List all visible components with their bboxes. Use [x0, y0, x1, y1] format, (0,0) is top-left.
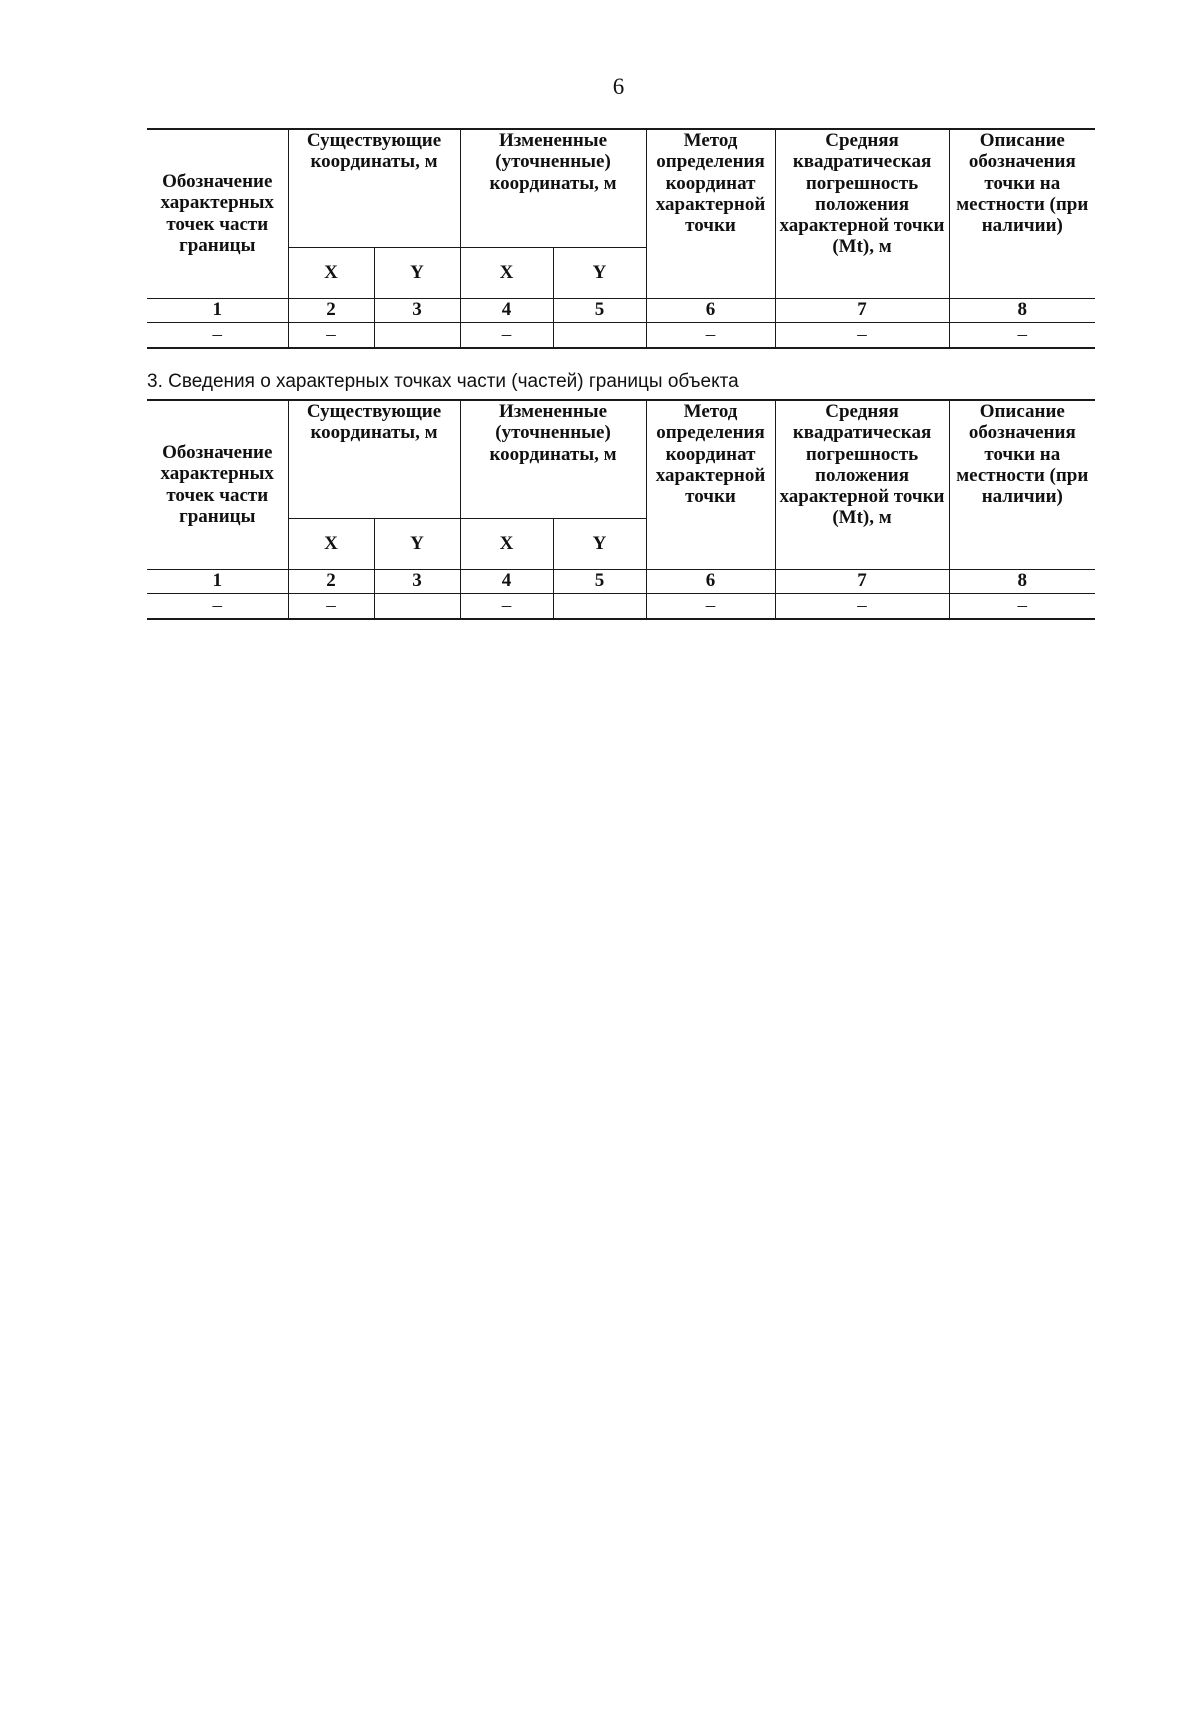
table-cell: [374, 593, 460, 619]
column-number: 1: [147, 569, 288, 593]
header-description: Описание обозначения точки на местности (при наличии): [949, 129, 1095, 298]
table-cell: –: [949, 593, 1095, 619]
header-changed-y: Y: [553, 518, 646, 569]
header-existing-x: X: [288, 518, 374, 569]
column-number: 2: [288, 298, 374, 322]
header-description: Описание обозначения точки на местности (при наличии): [949, 400, 1095, 569]
header-changed-x: X: [460, 247, 553, 298]
table-row: [147, 593, 1095, 619]
table-cell: [553, 593, 646, 619]
header-existing-y: Y: [374, 247, 460, 298]
table-cell: –: [460, 322, 553, 348]
column-number: 5: [553, 298, 646, 322]
table-cell: –: [646, 322, 775, 348]
table-cell: –: [775, 322, 949, 348]
coordinates-table-1: [147, 128, 1095, 349]
table-cell: [553, 322, 646, 348]
column-numbers-row: [147, 298, 1095, 322]
header-changed-y: Y: [553, 247, 646, 298]
table-cell: –: [949, 322, 1095, 348]
column-number: 4: [460, 298, 553, 322]
header-existing-coordinates: Существующие координаты, м: [288, 129, 460, 247]
header-changed-coordinates: Измененные (уточненные) координаты, м: [460, 400, 646, 518]
column-number: 6: [646, 569, 775, 593]
header-existing-coordinates: Существующие координаты, м: [288, 400, 460, 518]
column-number: 3: [374, 569, 460, 593]
column-number: 3: [374, 298, 460, 322]
column-number: 8: [949, 569, 1095, 593]
column-number: 1: [147, 298, 288, 322]
column-number: 8: [949, 298, 1095, 322]
table-cell: [374, 322, 460, 348]
header-changed-coordinates: Измененные (уточненные) координаты, м: [460, 129, 646, 247]
header-method: Метод определения координат характерной точки: [646, 400, 775, 569]
header-mean-error: Средняя квадратическая погрешность положения характерной точки (Mt), м: [775, 129, 949, 298]
header-existing-y: Y: [374, 518, 460, 569]
column-number: 5: [553, 569, 646, 593]
header-existing-x: X: [288, 247, 374, 298]
table-cell: –: [646, 593, 775, 619]
column-number: 4: [460, 569, 553, 593]
column-number: 7: [775, 298, 949, 322]
page-number: 6: [612, 74, 625, 99]
table-cell: –: [288, 593, 374, 619]
coordinates-table-2: [147, 399, 1095, 620]
table-cell: –: [775, 593, 949, 619]
table-row: [147, 322, 1095, 348]
table-cell: –: [460, 593, 553, 619]
table-cell: –: [288, 322, 374, 348]
header-mean-error: Средняя квадратическая погрешность положения характерной точки (Mt), м: [775, 400, 949, 569]
header-point-designation: Обозначение характерных точек части границы: [147, 129, 288, 298]
column-number: 6: [646, 298, 775, 322]
section-title: 3. Сведения о характерных точках части (частей) границы объекта: [147, 371, 739, 392]
table-cell: –: [147, 593, 288, 619]
column-number: 7: [775, 569, 949, 593]
header-method: Метод определения координат характерной точки: [646, 129, 775, 298]
header-point-designation: Обозначение характерных точек части границы: [147, 400, 288, 569]
column-numbers-row: [147, 569, 1095, 593]
table-cell: –: [147, 322, 288, 348]
column-number: 2: [288, 569, 374, 593]
header-changed-x: X: [460, 518, 553, 569]
